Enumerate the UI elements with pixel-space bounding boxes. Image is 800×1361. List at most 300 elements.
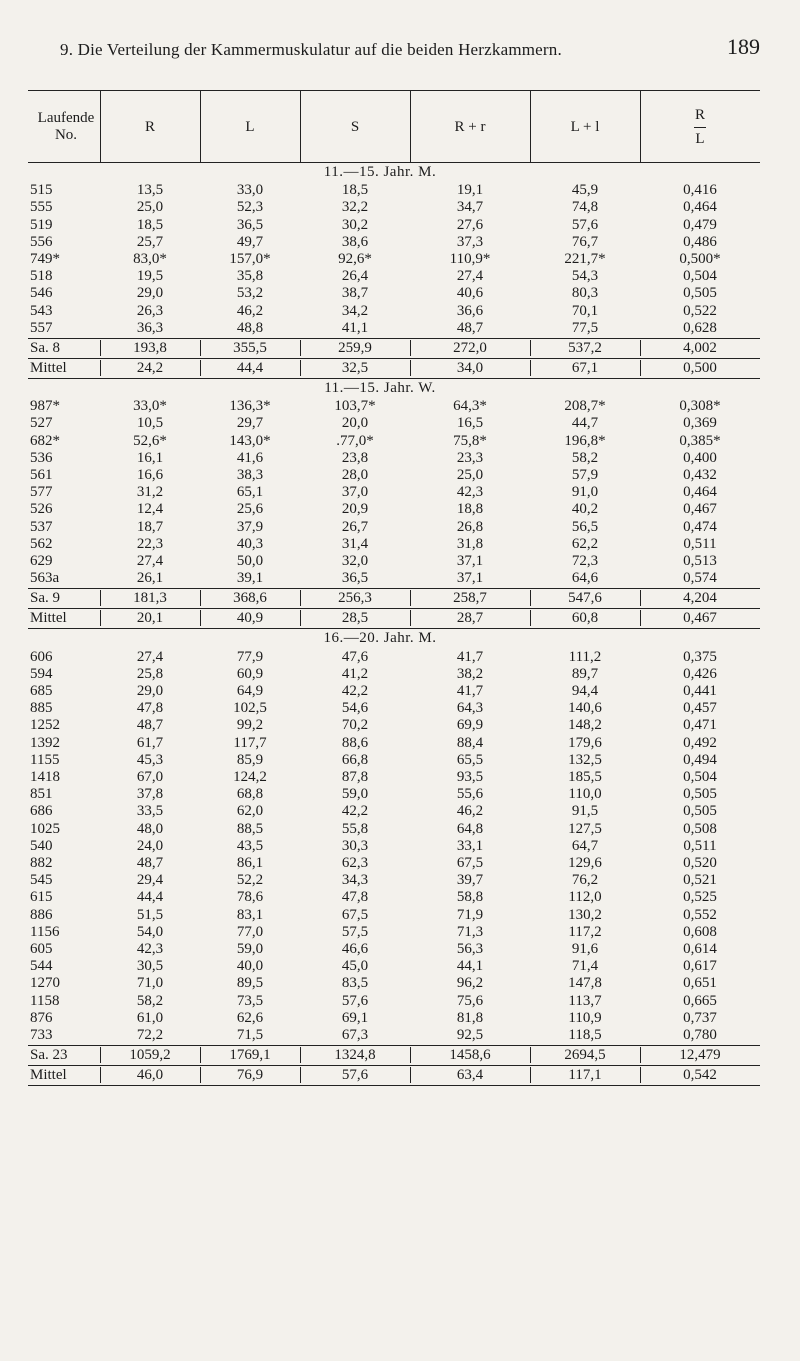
- table-cell: 74,8: [571, 199, 599, 216]
- table-cell: 179,6: [568, 734, 602, 751]
- table-rule: [28, 628, 760, 629]
- table-cell: 67,0: [136, 769, 164, 785]
- table-cell: 38,6: [341, 233, 369, 250]
- column-header-r-plus-r: R + r: [454, 118, 486, 135]
- table-row: [28, 433, 760, 450]
- table-cell: 555: [30, 199, 53, 216]
- table-cell: 1458,6: [449, 1047, 491, 1064]
- table-cell: 64,6: [571, 570, 599, 587]
- table-cell: 33,0*: [133, 398, 167, 415]
- header-divider: [640, 90, 641, 162]
- table-cell: 53,2: [236, 285, 264, 302]
- table-cell: 30,2: [341, 216, 369, 233]
- table-cell: 54,6: [341, 700, 369, 717]
- table-cell: 40,0: [236, 958, 264, 975]
- table-cell: 16,1: [136, 449, 164, 466]
- sum-row: [28, 340, 760, 357]
- table-cell: 0,608: [683, 923, 717, 940]
- table-cell: 76,9: [236, 1067, 264, 1084]
- mean-row: [28, 610, 760, 627]
- table-cell: 62,3: [341, 855, 369, 871]
- table-cell: 20,0: [341, 415, 369, 432]
- table-cell: 96,2: [456, 975, 484, 992]
- table-cell: 57,6: [341, 992, 369, 1009]
- table-cell: 55,8: [341, 820, 369, 837]
- table-cell: 71,0: [136, 975, 164, 992]
- table-cell: 0,400: [683, 449, 717, 466]
- table-cell: 540: [30, 837, 53, 854]
- table-cell: 20,1: [136, 610, 164, 627]
- table-rule: [28, 378, 760, 379]
- table-row: [28, 958, 760, 975]
- table-row: [28, 217, 760, 234]
- table-cell: 0,500: [683, 360, 717, 376]
- cell-divider: [410, 340, 411, 356]
- table-cell: 4,002: [683, 340, 717, 356]
- column-header-r: R: [144, 118, 155, 135]
- table-cell: 64,3: [456, 700, 484, 717]
- table-cell: 67,3: [341, 1027, 369, 1043]
- table-cell: 36,5: [341, 570, 369, 587]
- table-row: [28, 649, 760, 666]
- table-cell: 47,6: [341, 648, 369, 665]
- table-cell: 28,5: [341, 610, 369, 627]
- table-row: [28, 1010, 760, 1027]
- cell-divider: [640, 610, 641, 626]
- table-row: [28, 993, 760, 1010]
- table-cell: 537,2: [568, 340, 602, 356]
- table-row: [28, 536, 760, 553]
- table-cell: 18,5: [136, 216, 164, 233]
- sum-row: [28, 1047, 760, 1064]
- table-cell: 0,467: [683, 610, 717, 627]
- table-row: [28, 484, 760, 501]
- table-cell: 58,2: [136, 992, 164, 1009]
- table-cell: 67,5: [456, 855, 484, 871]
- table-cell: 20,9: [341, 501, 369, 518]
- table-cell: 52,2: [236, 872, 264, 889]
- table-cell: 41,6: [236, 449, 264, 466]
- table-cell: 44,7: [571, 415, 599, 432]
- table-cell: 65,1: [236, 484, 264, 501]
- cell-divider: [300, 1067, 301, 1083]
- table-cell: 18,5: [341, 182, 369, 199]
- table-cell: 556: [30, 233, 53, 250]
- table-cell: 77,9: [236, 648, 264, 665]
- table-cell: 58,8: [456, 889, 484, 906]
- cell-divider: [100, 610, 101, 626]
- table-cell: 103,7*: [334, 398, 376, 415]
- table-cell: 1324,8: [334, 1047, 376, 1064]
- table-cell: 47,8: [136, 700, 164, 717]
- table-cell: 181,3: [133, 590, 167, 607]
- table-cell: 0,511: [683, 535, 717, 552]
- table-cell: 0,513: [683, 553, 717, 569]
- cell-divider: [100, 360, 101, 376]
- table-cell: 1769,1: [229, 1047, 271, 1064]
- column-header-number: Laufende No.: [37, 110, 95, 143]
- table-cell: 132,5: [568, 751, 602, 768]
- table-cell: 25,6: [236, 501, 264, 518]
- table-cell: 545: [30, 872, 53, 889]
- table-cell: 99,2: [236, 717, 264, 734]
- table-cell: 40,3: [236, 535, 264, 552]
- table-cell: 885: [30, 700, 53, 717]
- cell-divider: [530, 610, 531, 626]
- table-cell: 0,467: [683, 501, 717, 518]
- table-cell: 0,464: [683, 199, 717, 216]
- table-cell: 546: [30, 285, 53, 302]
- table-row: [28, 717, 760, 734]
- table-cell: 45,0: [341, 958, 369, 975]
- table-cell: 130,2: [568, 906, 602, 923]
- table-cell: 682*: [30, 432, 60, 449]
- table-row: [28, 519, 760, 536]
- cell-divider: [200, 610, 201, 626]
- table-cell: 0,737: [683, 1009, 717, 1026]
- table-cell: 25,0: [136, 199, 164, 216]
- table-cell: 44,1: [456, 958, 484, 975]
- table-cell: 0,520: [683, 855, 717, 871]
- table-cell: 0,505: [683, 803, 717, 820]
- table-cell: 34,7: [456, 199, 484, 216]
- table-cell: 615: [30, 889, 53, 906]
- table-cell: 32,0: [341, 553, 369, 569]
- table-cell: 12,479: [679, 1047, 721, 1064]
- table-cell: 62,2: [571, 535, 599, 552]
- cell-divider: [200, 340, 201, 356]
- table-cell: 16,6: [136, 467, 164, 483]
- table-cell: 27,4: [136, 648, 164, 665]
- table-cell: 77,5: [571, 319, 599, 336]
- table-cell: 56,3: [456, 941, 484, 957]
- table-cell: 85,9: [236, 751, 264, 768]
- table-cell: 25,0: [456, 467, 484, 483]
- cell-divider: [300, 590, 301, 606]
- table-cell: 31,8: [456, 535, 484, 552]
- table-cell: 38,7: [341, 285, 369, 302]
- table-cell: 12,4: [136, 501, 164, 518]
- table-cell: 110,9*: [449, 251, 491, 267]
- table-cell: 51,5: [136, 906, 164, 923]
- table-cell: 24,0: [136, 837, 164, 854]
- column-header-s: S: [350, 118, 360, 135]
- table-cell: 77,0: [236, 923, 264, 940]
- table-cell: 0,441: [683, 683, 717, 699]
- table-cell: 518: [30, 268, 53, 285]
- cell-divider: [530, 1067, 531, 1083]
- table-cell: 1059,2: [129, 1047, 171, 1064]
- table-cell: 1158: [30, 992, 60, 1009]
- table-cell: 81,8: [456, 1009, 484, 1026]
- table-cell: 46,0: [136, 1067, 164, 1084]
- table-cell: 37,3: [456, 233, 484, 250]
- table-cell: 0,474: [683, 518, 717, 535]
- table-cell: Sa. 8: [30, 340, 60, 356]
- header-divider: [100, 90, 101, 162]
- table-cell: 29,0: [136, 683, 164, 699]
- table-cell: 91,5: [571, 803, 599, 820]
- table-cell: 35,8: [236, 268, 264, 285]
- table-cell: 25,7: [136, 233, 164, 250]
- table-cell: 39,1: [236, 570, 264, 587]
- table-cell: Mittel: [30, 1067, 67, 1084]
- table-cell: 27,4: [136, 553, 164, 569]
- table-cell: 88,5: [236, 820, 264, 837]
- table-cell: 117,7: [233, 734, 267, 751]
- table-cell: 32,2: [341, 199, 369, 216]
- table-cell: 52,3: [236, 199, 264, 216]
- table-cell: 117,2: [568, 923, 602, 940]
- table-cell: 71,4: [571, 958, 599, 975]
- table-cell: 88,4: [456, 734, 484, 751]
- table-cell: 61,0: [136, 1009, 164, 1026]
- table-cell: 31,4: [341, 535, 369, 552]
- table-row: [28, 803, 760, 820]
- table-cell: 19,5: [136, 268, 164, 285]
- table-cell: Mittel: [30, 360, 67, 376]
- cell-divider: [200, 590, 201, 606]
- table-cell: 86,1: [236, 855, 264, 871]
- table-cell: 33,5: [136, 803, 164, 820]
- table-cell: 536: [30, 449, 53, 466]
- header-divider: [300, 90, 301, 162]
- table-cell: 54,3: [571, 268, 599, 285]
- table-cell: 42,2: [341, 683, 369, 699]
- table-row: [28, 467, 760, 484]
- table-cell: 0,522: [683, 302, 717, 319]
- table-cell: 83,1: [236, 906, 264, 923]
- table-cell: 30,3: [341, 837, 369, 854]
- table-cell: 92,6*: [338, 251, 372, 267]
- table-cell: 0,308*: [679, 398, 721, 415]
- sum-row: [28, 590, 760, 607]
- table-cell: 72,2: [136, 1027, 164, 1043]
- table-cell: 39,7: [456, 872, 484, 889]
- table-cell: 515: [30, 182, 53, 199]
- table-cell: 18,7: [136, 518, 164, 535]
- table-cell: 87,8: [341, 769, 369, 785]
- table-cell: 37,8: [136, 786, 164, 803]
- table-cell: 519: [30, 216, 53, 233]
- table-cell: 26,8: [456, 518, 484, 535]
- mean-row: [28, 1067, 760, 1084]
- header-divider: [530, 90, 531, 162]
- table-cell: 65,5: [456, 751, 484, 768]
- table-cell: 57,6: [341, 1067, 369, 1084]
- table-cell: 0,628: [683, 319, 717, 336]
- table-cell: 62,0: [236, 803, 264, 820]
- table-cell: 71,5: [236, 1027, 264, 1043]
- table-cell: 882: [30, 855, 53, 871]
- table-cell: 56,5: [571, 518, 599, 535]
- cell-divider: [410, 610, 411, 626]
- table-cell: 537: [30, 518, 53, 535]
- table-row: [28, 450, 760, 467]
- table-cell: 34,3: [341, 872, 369, 889]
- table-row: [28, 666, 760, 683]
- table-cell: 60,8: [571, 610, 599, 627]
- table-rule: [28, 1065, 760, 1066]
- table-row: [28, 872, 760, 889]
- table-cell: 73,5: [236, 992, 264, 1009]
- table-cell: 34,0: [456, 360, 484, 376]
- table-cell: 93,5: [456, 769, 484, 785]
- table-cell: 749*: [30, 251, 60, 267]
- table-row: [28, 303, 760, 320]
- table-row: [28, 700, 760, 717]
- table-cell: 68,8: [236, 786, 264, 803]
- table-row: [28, 752, 760, 769]
- table-cell: 0,369: [683, 415, 717, 432]
- cell-divider: [530, 1047, 531, 1063]
- table-cell: 88,6: [341, 734, 369, 751]
- cell-divider: [410, 1067, 411, 1083]
- column-header-ratio: $\frac{R}{L}$: [694, 106, 705, 147]
- table-cell: 33,0: [236, 182, 264, 199]
- table-cell: 41,7: [456, 648, 484, 665]
- table-cell: 94,4: [571, 683, 599, 699]
- table-cell: 54,0: [136, 923, 164, 940]
- table-cell: 29,7: [236, 415, 264, 432]
- table-cell: 23,8: [341, 449, 369, 466]
- table-cell: 29,0: [136, 285, 164, 302]
- cell-divider: [640, 1047, 641, 1063]
- table-cell: 83,0*: [133, 251, 167, 267]
- table-cell: 876: [30, 1009, 53, 1026]
- table-cell: 577: [30, 484, 53, 501]
- table-cell: 851: [30, 786, 53, 803]
- table-cell: 91,6: [571, 941, 599, 957]
- section-title: 11.—15. Jahr. M.: [323, 164, 437, 180]
- table-cell: 557: [30, 319, 53, 336]
- table-row: [28, 285, 760, 302]
- table-row: [28, 941, 760, 958]
- cell-divider: [410, 590, 411, 606]
- table-cell: 34,2: [341, 302, 369, 319]
- table-cell: 71,9: [456, 906, 484, 923]
- table-cell: 16,5: [456, 415, 484, 432]
- table-rule: [28, 1045, 760, 1046]
- cell-divider: [530, 360, 531, 376]
- table-cell: 69,9: [456, 717, 484, 734]
- table-row: [28, 268, 760, 285]
- table-row: [28, 735, 760, 752]
- table-cell: 629: [30, 553, 53, 569]
- running-title: 9. Die Verteilung der Kammermuskulatur auf die beiden Herzkammern.: [60, 40, 562, 59]
- table-cell: 23,3: [456, 449, 484, 466]
- table-cell: 46,2: [456, 803, 484, 820]
- cell-divider: [100, 590, 101, 606]
- table-cell: 157,0*: [229, 251, 271, 267]
- table-cell: 30,5: [136, 958, 164, 975]
- table-cell: 111,2: [568, 648, 602, 665]
- table-cell: 562: [30, 535, 53, 552]
- table-cell: 48,7: [136, 855, 164, 871]
- table-cell: 13,5: [136, 182, 164, 199]
- table-cell: 102,5: [233, 700, 267, 717]
- table-cell: 64,3*: [453, 398, 487, 415]
- table-cell: Mittel: [30, 610, 67, 627]
- table-cell: 117,1: [568, 1067, 602, 1084]
- table-cell: 544: [30, 958, 53, 975]
- table-cell: 43,5: [236, 837, 264, 854]
- table-cell: 89,5: [236, 975, 264, 992]
- table-cell: 185,5: [568, 769, 602, 785]
- table-cell: 606: [30, 648, 53, 665]
- table-cell: 543: [30, 302, 53, 319]
- table-cell: 57,5: [341, 923, 369, 940]
- table-cell: 259,9: [338, 340, 372, 356]
- table-cell: 0,464: [683, 484, 717, 501]
- table-cell: 527: [30, 415, 53, 432]
- table-cell: 71,3: [456, 923, 484, 940]
- table-cell: 24,2: [136, 360, 164, 376]
- table-cell: 110,9: [568, 1009, 602, 1026]
- table-cell: 0,375: [683, 648, 717, 665]
- table-cell: 140,6: [568, 700, 602, 717]
- table-cell: 0,504: [683, 769, 717, 785]
- table-cell: 75,6: [456, 992, 484, 1009]
- table-cell: 37,1: [456, 570, 484, 587]
- table-cell: 19,1: [456, 182, 484, 199]
- table-cell: 41,2: [341, 665, 369, 682]
- table-cell: 63,4: [456, 1067, 484, 1084]
- table-cell: 0,432: [683, 467, 717, 483]
- table-cell: 605: [30, 941, 53, 957]
- table-cell: 0,508: [683, 820, 717, 837]
- cell-divider: [640, 1067, 641, 1083]
- table-row: [28, 838, 760, 855]
- cell-divider: [200, 360, 201, 376]
- table-cell: 62,6: [236, 1009, 264, 1026]
- table-cell: 0,426: [683, 665, 717, 682]
- header-divider: [410, 90, 411, 162]
- table-cell: 0,492: [683, 734, 717, 751]
- table-cell: 0,617: [683, 958, 717, 975]
- table-row: [28, 553, 760, 570]
- table-row: [28, 182, 760, 199]
- table-cell: 0,552: [683, 906, 717, 923]
- table-cell: 0,385*: [679, 432, 721, 449]
- table-cell: 76,2: [571, 872, 599, 889]
- table-cell: 59,0: [236, 941, 264, 957]
- table-cell: 80,3: [571, 285, 599, 302]
- table-cell: 1270: [30, 975, 60, 992]
- table-cell: 193,8: [133, 340, 167, 356]
- table-cell: 148,2: [568, 717, 602, 734]
- table-cell: 28,7: [456, 610, 484, 627]
- table-cell: 26,7: [341, 518, 369, 535]
- table-cell: 38,3: [236, 467, 264, 483]
- table-cell: 0,500*: [679, 251, 721, 267]
- table-cell: 61,7: [136, 734, 164, 751]
- table-cell: 25,8: [136, 665, 164, 682]
- table-cell: 196,8*: [564, 432, 606, 449]
- table-cell: 26,4: [341, 268, 369, 285]
- table-row: [28, 251, 760, 268]
- table-cell: 1252: [30, 717, 60, 734]
- table-row: [28, 398, 760, 415]
- table-cell: 76,7: [571, 233, 599, 250]
- table-cell: 45,9: [571, 182, 599, 199]
- table-cell: 83,5: [341, 975, 369, 992]
- table-cell: 0,542: [683, 1067, 717, 1084]
- table-cell: 92,5: [456, 1027, 484, 1043]
- section-title: 11.—15. Jahr. W.: [324, 380, 436, 396]
- table-cell: 66,8: [341, 751, 369, 768]
- table-cell: 4,204: [683, 590, 717, 607]
